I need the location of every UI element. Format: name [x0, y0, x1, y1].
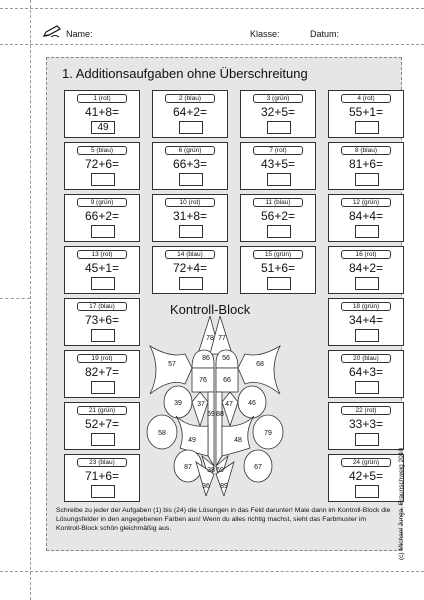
task-color-tag: 23 (blau) [77, 458, 127, 467]
answer-field[interactable] [355, 225, 379, 238]
kb-num-37: 37 [197, 401, 205, 408]
task-problem: 64+2= [172, 105, 208, 119]
kb-num-66: 66 [223, 377, 231, 384]
task-color-tag: 12 (grün) [341, 198, 391, 207]
answer-field[interactable] [355, 277, 379, 290]
task-card [152, 90, 228, 138]
task-problem: 41+8= [84, 105, 120, 119]
kb-num-46: 46 [248, 400, 256, 407]
task-card [152, 246, 228, 294]
task-card [64, 142, 140, 190]
task-card [328, 246, 404, 294]
field-48[interactable] [222, 416, 254, 456]
answer-field[interactable] [91, 329, 115, 342]
answer-field[interactable] [91, 173, 115, 186]
field-57[interactable] [150, 346, 192, 394]
answer-field[interactable] [91, 381, 115, 394]
answer-field[interactable]: 49 [91, 121, 115, 134]
task-card [64, 246, 140, 294]
task-problem: 33+3= [348, 417, 384, 431]
task-card [152, 142, 228, 190]
kontroll-block-title: Kontroll-Block [170, 302, 251, 317]
task-color-tag: 5 (blau) [77, 146, 127, 155]
kb-num-88: 88 [216, 411, 224, 418]
task-color-tag: 13 (rot) [77, 250, 127, 259]
field-68[interactable] [238, 346, 280, 394]
kb-num-79: 79 [264, 430, 272, 437]
kb-num-87: 87 [184, 464, 192, 471]
answer-field[interactable] [91, 433, 115, 446]
answer-field[interactable] [91, 277, 115, 290]
task-color-tag: 10 (rot) [165, 198, 215, 207]
task-problem: 73+6= [84, 313, 120, 327]
kb-num-69: 69 [216, 467, 224, 474]
answer-field[interactable] [267, 173, 291, 186]
punch-mark [0, 298, 30, 299]
task-color-tag: 2 (blau) [165, 94, 215, 103]
task-problem: 31+8= [172, 209, 208, 223]
task-problem: 51+6= [260, 261, 296, 275]
answer-field[interactable] [267, 121, 291, 134]
cut-line-bottom [0, 571, 424, 572]
task-color-tag: 20 (blau) [341, 354, 391, 363]
task-color-tag: 15 (grün) [253, 250, 303, 259]
task-card [64, 298, 140, 346]
kb-num-86: 86 [202, 355, 210, 362]
kb-num-39: 39 [174, 400, 182, 407]
task-problem: 42+5= [348, 469, 384, 483]
task-color-tag: 11 (blau) [253, 198, 303, 207]
task-problem: 71+6= [84, 469, 120, 483]
answer-field[interactable] [267, 225, 291, 238]
kb-num-77: 77 [218, 335, 226, 342]
name-label: Name: [66, 29, 93, 39]
task-problem: 81+6= [348, 157, 384, 171]
task-color-tag: 22 (rot) [341, 406, 391, 415]
task-color-tag: 3 (grün) [253, 94, 303, 103]
task-card [328, 350, 404, 398]
task-color-tag: 16 (rot) [341, 250, 391, 259]
task-problem: 82+7= [84, 365, 120, 379]
kb-num-49: 49 [188, 437, 196, 444]
field-88[interactable] [216, 392, 222, 466]
answer-field[interactable] [355, 329, 379, 342]
task-color-tag: 17 (blau) [77, 302, 127, 311]
kb-num-48: 48 [234, 437, 242, 444]
answer-field[interactable] [267, 277, 291, 290]
task-color-tag: 18 (grün) [341, 302, 391, 311]
kontroll-block [140, 316, 290, 496]
field-49[interactable] [176, 416, 208, 456]
task-card [328, 90, 404, 138]
task-problem: 64+3= [348, 365, 384, 379]
task-card [64, 454, 140, 502]
kb-num-76: 76 [199, 377, 207, 384]
task-problem: 84+4= [348, 209, 384, 223]
answer-field[interactable] [179, 173, 203, 186]
copyright-notice: (c) Michael Junga, Braunschweig 2010 [398, 447, 405, 560]
task-problem: 72+6= [84, 157, 120, 171]
task-card [64, 350, 140, 398]
datum-label: Datum: [310, 29, 340, 39]
task-card [240, 90, 316, 138]
task-color-tag: 9 (grün) [77, 198, 127, 207]
kb-num-78: 78 [206, 335, 214, 342]
answer-field[interactable] [179, 277, 203, 290]
answer-field[interactable] [355, 381, 379, 394]
kb-num-59: 59 [207, 411, 215, 418]
kb-num-36: 36 [202, 483, 210, 490]
task-card [328, 142, 404, 190]
klasse-label: Klasse: [250, 29, 280, 39]
task-problem: 66+3= [172, 157, 208, 171]
kb-num-47: 47 [225, 401, 233, 408]
task-problem: 84+2= [348, 261, 384, 275]
task-color-tag: 7 (rot) [253, 146, 303, 155]
kb-num-67: 67 [254, 464, 262, 471]
task-problem: 72+4= [172, 261, 208, 275]
task-color-tag: 6 (grün) [165, 146, 215, 155]
task-color-tag: 8 (blau) [341, 146, 391, 155]
cut-line-top [0, 8, 424, 9]
task-color-tag: 4 (rot) [341, 94, 391, 103]
kb-num-58: 58 [158, 430, 166, 437]
task-card [328, 194, 404, 242]
task-color-tag: 24 (grün) [341, 458, 391, 467]
task-problem: 32+5= [260, 105, 296, 119]
field-59[interactable] [208, 392, 214, 466]
answer-field[interactable] [179, 225, 203, 238]
instructions-text: Schreibe zu jeder der Aufgaben (1) bis (24) die Lösungen in das Feld darunter! Male dann im Kontroll-Block die Lösungsfelder in den angegebenen Farben aus! Wenn du alles richtig machst, sieht das Farbmuster im Kontroll-Block schön gleichmäßig aus. [56, 507, 391, 532]
task-card [152, 194, 228, 242]
task-color-tag: 14 (blau) [165, 250, 215, 259]
task-color-tag: 21 (grün) [77, 406, 127, 415]
task-problem: 43+5= [260, 157, 296, 171]
answer-field[interactable] [355, 433, 379, 446]
answer-field[interactable] [355, 485, 379, 498]
task-problem: 34+4= [348, 313, 384, 327]
task-problem: 56+2= [260, 209, 296, 223]
answer-field[interactable] [355, 173, 379, 186]
field-37[interactable] [192, 392, 208, 426]
kb-num-68: 68 [256, 361, 264, 368]
kb-num-38: 38 [207, 467, 215, 474]
task-card [328, 402, 404, 450]
field-47[interactable] [222, 392, 238, 426]
exercise-title: 1. Additionsaufgaben ohne Überschreitung [62, 66, 308, 81]
task-card [240, 246, 316, 294]
answer-field[interactable] [91, 225, 115, 238]
task-problem: 52+7= [84, 417, 120, 431]
answer-field[interactable] [179, 121, 203, 134]
task-card [240, 194, 316, 242]
task-card [328, 454, 404, 502]
task-problem: 66+2= [84, 209, 120, 223]
kb-num-57: 57 [168, 361, 176, 368]
task-problem: 55+1= [348, 105, 384, 119]
answer-field[interactable] [91, 485, 115, 498]
header-divider [0, 44, 424, 45]
margin-line [30, 0, 31, 600]
pencil-icon [42, 24, 62, 38]
task-card [64, 402, 140, 450]
task-card [64, 194, 140, 242]
kb-num-89: 89 [220, 483, 228, 490]
answer-field[interactable] [355, 121, 379, 134]
task-card [240, 142, 316, 190]
task-problem: 45+1= [84, 261, 120, 275]
task-color-tag: 1 (rot) [77, 94, 127, 103]
task-card [64, 90, 140, 138]
task-color-tag: 19 (rot) [77, 354, 127, 363]
kb-num-56: 56 [222, 355, 230, 362]
task-card [328, 298, 404, 346]
